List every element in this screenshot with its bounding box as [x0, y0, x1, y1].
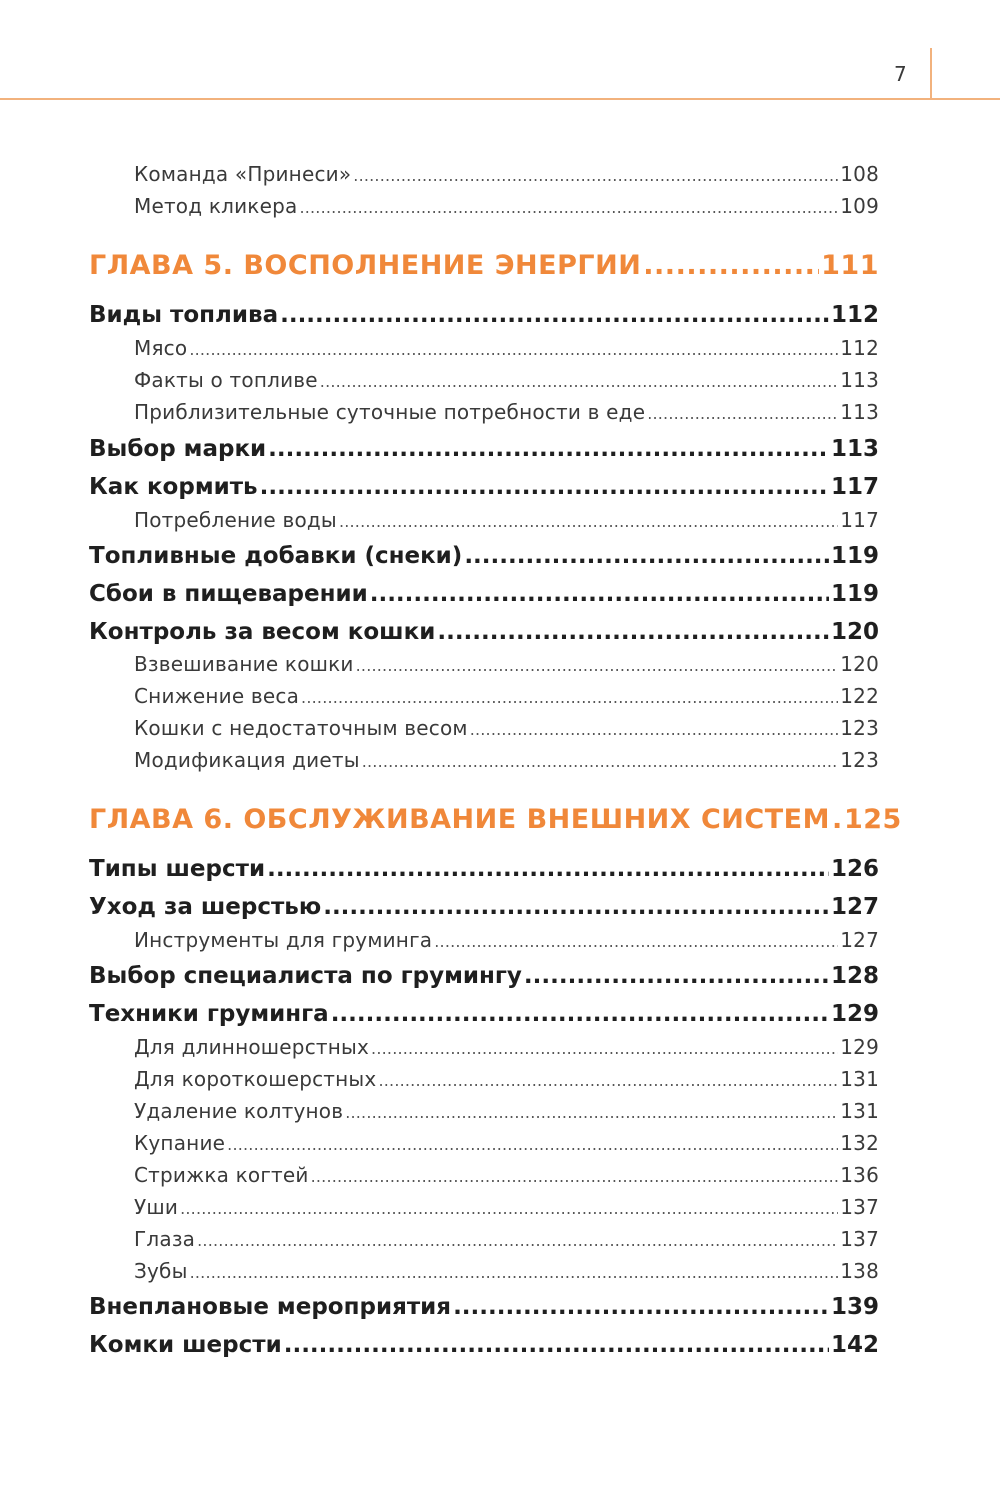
toc-section[interactable]: Топливные добавки (снеки) ..... 119: [89, 543, 879, 569]
toc-entry[interactable]: Глаза ..... 137: [134, 1227, 879, 1251]
toc-entry[interactable]: Взвешивание кошки ..... 120: [134, 652, 879, 676]
toc-section[interactable]: Уход за шерстью ..... 127: [89, 894, 879, 920]
toc-entry[interactable]: Для короткошерстных ..... 131: [134, 1067, 879, 1091]
toc-section[interactable]: Техники груминга ..... 129: [89, 1001, 879, 1027]
toc-entry[interactable]: Метод кликера ..... 109: [134, 194, 879, 218]
toc-chapter[interactable]: ГЛАВА 5. ВОСПОЛНЕНИЕ ЭНЕРГИИ ..... 111: [89, 250, 879, 281]
toc-entry[interactable]: Для длинношерстных ..... 129: [134, 1035, 879, 1059]
toc-entry[interactable]: Команда «Принеси» ..... 108: [134, 162, 879, 186]
toc-section[interactable]: Контроль за весом кошки ..... 120: [89, 619, 879, 645]
toc-entry[interactable]: Снижение веса ..... 122: [134, 684, 879, 708]
toc-entry[interactable]: Модификация диеты ..... 123: [134, 748, 879, 772]
toc-section[interactable]: Комки шерсти ..... 142: [89, 1332, 879, 1358]
toc-section[interactable]: Выбор марки ..... 113: [89, 436, 879, 462]
toc-section[interactable]: Типы шерсти ..... 126: [89, 856, 879, 882]
toc-section[interactable]: Сбои в пищеварении ..... 119: [89, 581, 879, 607]
toc-entry[interactable]: Стрижка когтей ..... 136: [134, 1163, 879, 1187]
toc-entry[interactable]: Кошки с недостаточным весом ..... 123: [134, 716, 879, 740]
toc-section[interactable]: Виды топлива ..... 112: [89, 302, 879, 328]
toc-section[interactable]: Внеплановые мероприятия ..... 139: [89, 1294, 879, 1320]
toc-entry[interactable]: Инструменты для груминга ..... 127: [134, 928, 879, 952]
toc-entry[interactable]: Мясо ..... 112: [134, 336, 879, 360]
toc-entry[interactable]: Удаление колтунов ..... 131: [134, 1099, 879, 1123]
toc-entry[interactable]: Уши ..... 137: [134, 1195, 879, 1219]
toc-entry[interactable]: Купание ..... 132: [134, 1131, 879, 1155]
toc-chapter[interactable]: ГЛАВА 6. ОБСЛУЖИВАНИЕ ВНЕШНИХ СИСТЕМ ..... 125: [89, 804, 879, 835]
toc-entry[interactable]: Зубы ..... 138: [134, 1259, 879, 1283]
toc-section[interactable]: Как кормить ..... 117: [89, 474, 879, 500]
toc-entry[interactable]: Потребление воды ..... 117: [134, 508, 879, 532]
toc-entry[interactable]: Факты о топливе ..... 113: [134, 368, 879, 392]
toc-entry[interactable]: Приблизительные суточные потребности в еде ..... 113: [134, 400, 879, 424]
page-number: 7: [894, 62, 907, 86]
toc-section[interactable]: Выбор специалиста по грумингу ..... 128: [89, 963, 879, 989]
